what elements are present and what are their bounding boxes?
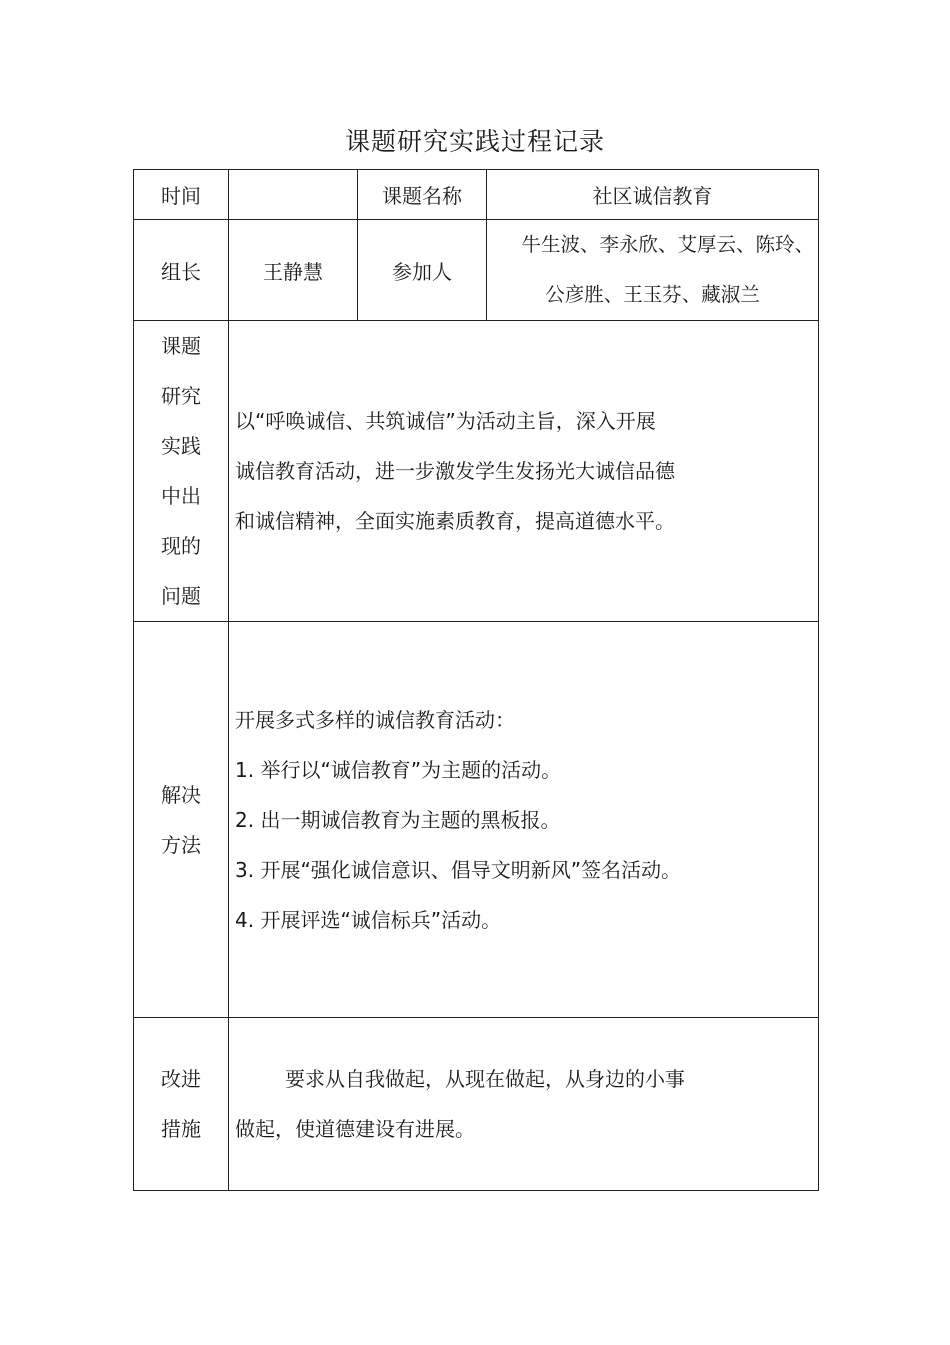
- solutions-label: [134, 622, 229, 1018]
- problems-line: 诚信教育活动，进一步激发学生发扬光大诚信品德: [235, 459, 675, 483]
- problems-line: 以“呼唤诚信、共筑诚信”为活动主旨，深入开展: [235, 409, 656, 433]
- leader-label: 组长: [134, 220, 229, 321]
- participants-value: [487, 220, 819, 321]
- improvement-line: 做起，使道德建设有进展。: [235, 1117, 475, 1141]
- time-value: [229, 170, 358, 220]
- solutions-item: 4. 开展评选“诚信标兵”活动。: [235, 907, 502, 932]
- improvement-line: [235, 1054, 818, 1104]
- improvement-label-line: 措施: [161, 1117, 201, 1141]
- topic-value: 社区诚信教育: [487, 170, 819, 220]
- record-table: [133, 169, 819, 1191]
- problems-label-line: 现的: [161, 534, 201, 558]
- problems-content: [229, 321, 819, 622]
- participants-line: 牛生波、李永欣、艾厚云、陈玲、: [521, 233, 814, 256]
- time-label: 时间: [134, 170, 229, 220]
- row-leader-participants: [134, 220, 819, 321]
- improvement-label-line: 改进: [161, 1067, 201, 1091]
- improvement-content: [229, 1018, 819, 1191]
- problems-label-line: 实践: [161, 434, 201, 458]
- row-problems: [134, 321, 819, 622]
- problems-line: 和诚信精神，全面实施素质教育，提高道德水平。: [235, 509, 675, 533]
- participants-label: 参加人: [358, 220, 487, 321]
- solutions-intro: 开展多式多样的诚信教育活动：: [235, 707, 515, 732]
- solutions-label-line: 解决: [161, 782, 201, 807]
- row-solutions: [134, 622, 819, 1018]
- solutions-item: 3. 开展“强化诚信意识、倡导文明新风”签名活动。: [235, 857, 682, 882]
- solutions-item: 1. 举行以“诚信教育”为主题的活动。: [235, 757, 562, 782]
- improvement-label: [134, 1018, 229, 1191]
- row-improvement: [134, 1018, 819, 1191]
- solutions-content: [229, 622, 819, 1018]
- problems-label: [134, 321, 229, 622]
- leader-value: 王静慧: [229, 220, 358, 321]
- solutions-label-line: 方法: [161, 832, 201, 857]
- problems-label-line: 研究: [161, 384, 201, 408]
- problems-label-line: 问题: [161, 584, 201, 608]
- participants-line: 公彦胜、王玉芬、藏淑兰: [545, 283, 760, 306]
- problems-label-line: 中出: [161, 484, 201, 508]
- page-title: 课题研究实践过程记录: [344, 127, 605, 156]
- solutions-item: 2. 出一期诚信教育为主题的黑板报。: [235, 807, 561, 832]
- improvement-line1-text: 要求从自我做起，从现在做起，从身边的小事: [285, 1067, 685, 1091]
- topic-label: 课题名称: [358, 170, 487, 220]
- row-time-topic: [134, 170, 819, 220]
- problems-label-line: 课题: [161, 334, 201, 358]
